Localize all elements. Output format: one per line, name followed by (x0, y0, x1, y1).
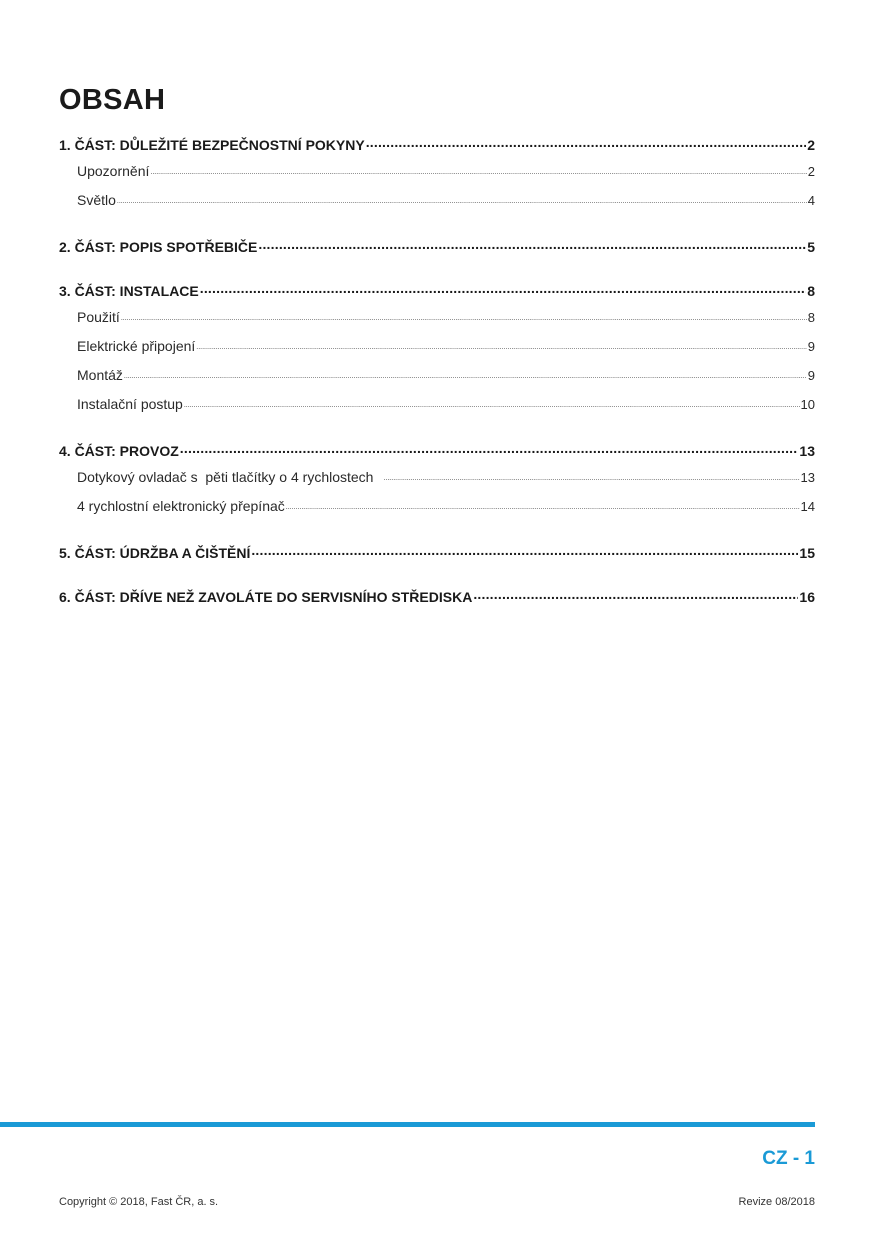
toc-section[interactable] (59, 192, 815, 221)
dot-leader (184, 397, 800, 409)
dot-leader (121, 310, 807, 322)
toc-page-number: 4 (807, 193, 815, 208)
toc-chapter[interactable] (59, 280, 815, 309)
toc-page-number: 13 (800, 470, 815, 485)
toc-page-number: 9 (807, 339, 815, 354)
page-title: OBSAH (59, 84, 166, 116)
toc-section-label: 4 rychlostní elektronický přepínač (77, 498, 285, 514)
page-number: CZ - 1 (762, 1148, 815, 1169)
toc-section-label: Dotykový ovladač s pěti tlačítky o 4 rychlostech (77, 469, 374, 485)
dot-leader (150, 164, 806, 176)
toc-page-number: 2 (807, 164, 815, 179)
toc-section[interactable] (59, 396, 815, 425)
revision-label: Revize 08/2018 (738, 1196, 815, 1208)
copyright-notice: Copyright © 2018, Fast ČR, a. s. (59, 1196, 219, 1208)
toc-chapter[interactable] (59, 134, 815, 163)
toc-chapter-label: 6. ČÁST: DŘÍVE NEŽ ZAVOLÁTE DO SERVISNÍHO STŘEDISKA (59, 589, 473, 605)
toc-chapter-label: 2. ČÁST: POPIS SPOTŘEBIČE (59, 239, 258, 255)
dot-leader (286, 499, 800, 511)
toc-page-number: 15 (799, 545, 815, 561)
toc-page-number: 8 (807, 283, 815, 299)
footer-divider (0, 1122, 815, 1127)
toc-chapter-label: 5. ČÁST: ÚDRŽBA A ČIŠTĚNÍ (59, 545, 251, 561)
toc-section[interactable] (59, 367, 815, 396)
table-of-contents (59, 134, 815, 615)
toc-section-label: Použití (77, 309, 120, 325)
toc-page-number: 16 (799, 589, 815, 605)
toc-page-number: 9 (807, 368, 815, 383)
toc-section-label: Elektrické připojení (77, 338, 196, 354)
dot-leader (117, 193, 807, 205)
toc-page-number: 8 (807, 310, 815, 325)
toc-section-label: Montáž (77, 367, 123, 383)
toc-chapter-label: 1. ČÁST: DŮLEŽITÉ BEZPEČNOSTNÍ POKYNY (59, 137, 365, 153)
toc-page-number: 14 (800, 499, 815, 514)
toc-section[interactable] (59, 338, 815, 367)
toc-page-number: 10 (800, 397, 815, 412)
dot-leader (180, 440, 799, 456)
toc-section[interactable] (59, 469, 815, 498)
toc-page-number: 2 (807, 137, 815, 153)
dot-leader (196, 339, 806, 351)
toc-section[interactable] (59, 163, 815, 192)
toc-section-label: Upozornění (77, 163, 150, 179)
toc-chapter-label: 4. ČÁST: PROVOZ (59, 443, 179, 459)
toc-chapter[interactable] (59, 236, 815, 265)
toc-section-label: Světlo (77, 192, 116, 208)
toc-page-number: 5 (807, 239, 815, 255)
toc-section[interactable] (59, 498, 815, 527)
toc-section[interactable] (59, 309, 815, 338)
toc-section-label: Instalační postup (77, 396, 183, 412)
toc-chapter[interactable] (59, 586, 815, 615)
dot-leader (258, 236, 806, 252)
dot-leader (366, 134, 807, 150)
dot-leader (383, 470, 799, 482)
dot-leader (200, 280, 806, 296)
toc-page-number: 13 (799, 443, 815, 459)
toc-chapter[interactable] (59, 542, 815, 571)
dot-leader (251, 542, 798, 558)
dot-leader (124, 368, 807, 380)
toc-chapter[interactable] (59, 440, 815, 469)
toc-chapter-label: 3. ČÁST: INSTALACE (59, 283, 199, 299)
dot-leader (473, 586, 798, 602)
